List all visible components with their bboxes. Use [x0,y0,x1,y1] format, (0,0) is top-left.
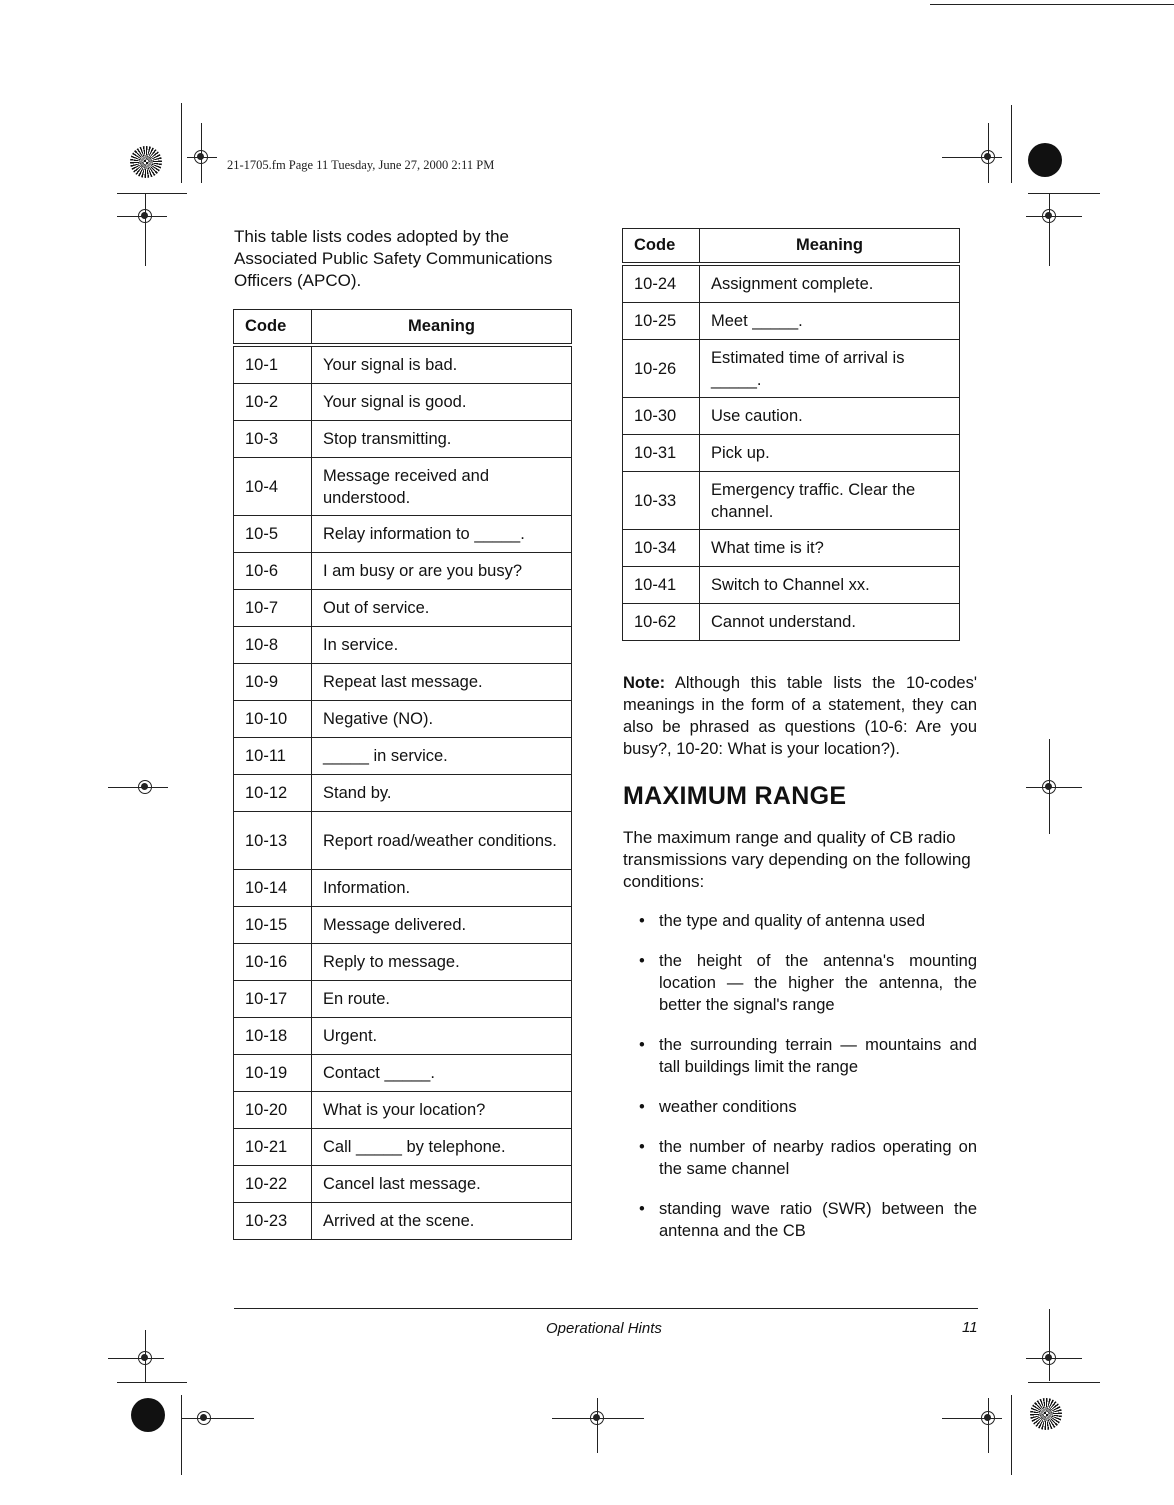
table-row [623,398,960,435]
meaning-cell: Switch to Channel xx. [700,567,960,604]
code-cell: 10-19 [234,1055,312,1092]
codes-table-right [622,228,960,641]
table-row [234,384,572,421]
table-row [234,870,572,907]
list-item: • the height of the antenna's mounting location — the higher the antenna, the better the signal's range [637,950,977,1016]
meaning-cell: Report road/weather conditions. [312,812,572,870]
code-cell: 10-30 [623,398,700,435]
table-row [623,472,960,530]
table-row [234,421,572,458]
registration-target-icon [1042,780,1056,794]
meaning-cell: En route. [312,981,572,1018]
color-bar-icon [130,146,162,178]
list-item: • weather conditions [637,1096,977,1118]
code-cell: 10-9 [234,664,312,701]
meaning-cell: Estimated time of arrival is _____. [700,340,960,398]
code-header: Code [234,310,312,346]
code-cell: 10-8 [234,627,312,664]
meaning-cell: Call _____ by telephone. [312,1129,572,1166]
table-row [623,264,960,303]
code-cell: 10-5 [234,516,312,553]
registration-target-icon [590,1411,604,1425]
meaning-cell: Cancel last message. [312,1166,572,1203]
meaning-cell: I am busy or are you busy? [312,553,572,590]
table-row [234,627,572,664]
note-text: Although this table lists the 10-codes' meanings in the form of a statement, they can also be phrased as questions (10-6: Are you busy?, 10-20: What is your location?). [623,674,977,758]
meaning-header: Meaning [312,310,572,346]
table-row [234,516,572,553]
meaning-cell: Meet _____. [700,303,960,340]
table-row [234,944,572,981]
table-header-row [623,229,960,265]
table-row [234,1203,572,1240]
meaning-cell: What time is it? [700,530,960,567]
code-cell: 10-4 [234,458,312,516]
meaning-header: Meaning [700,229,960,265]
table-row [623,340,960,398]
registration-target-icon [138,1351,152,1365]
meaning-cell: Contact _____. [312,1055,572,1092]
list-item: • standing wave ratio (SWR) between the antenna and the CB [637,1198,977,1242]
table-row [623,604,960,641]
registration-target-icon [1042,1351,1056,1365]
color-dot-icon [131,1398,165,1432]
code-cell: 10-14 [234,870,312,907]
footer-section-name: Operational Hints [546,1320,662,1337]
code-cell: 10-34 [623,530,700,567]
color-bar-icon [1030,1398,1062,1430]
intro-paragraph: This table lists codes adopted by the Associated Public Safety Communications Officers (APCO). [234,227,553,290]
code-header: Code [623,229,700,265]
meaning-cell: Emergency traffic. Clear the channel. [700,472,960,530]
code-cell: 10-11 [234,738,312,775]
meaning-cell: Negative (NO). [312,701,572,738]
meaning-cell: Stop transmitting. [312,421,572,458]
table-row [234,553,572,590]
meaning-cell: _____ in service. [312,738,572,775]
table-row [234,1092,572,1129]
table-row [234,907,572,944]
code-cell: 10-7 [234,590,312,627]
codes-table-left [233,309,572,1240]
table-row [234,775,572,812]
meaning-cell: Reply to message. [312,944,572,981]
meaning-cell: In service. [312,627,572,664]
code-cell: 10-62 [623,604,700,641]
table-row [234,1018,572,1055]
code-cell: 10-17 [234,981,312,1018]
section-paragraph: The maximum range and quality of CB radio transmissions vary depending on the following conditions: [623,828,971,891]
code-cell: 10-1 [234,345,312,384]
registration-target-icon [194,150,208,164]
footer-rule [234,1308,978,1309]
list-item: • the number of nearby radios operating on the same channel [637,1136,977,1180]
section-heading: MAXIMUM RANGE [623,782,847,810]
code-cell: 10-25 [623,303,700,340]
print-slug: 21-1705.fm Page 11 Tuesday, June 27, 2000 2:11 PM [227,158,495,172]
code-cell: 10-12 [234,775,312,812]
table-row [623,530,960,567]
table-row [234,812,572,870]
table-row [623,303,960,340]
code-cell: 10-10 [234,701,312,738]
code-cell: 10-13 [234,812,312,870]
table-row [234,590,572,627]
code-cell: 10-2 [234,384,312,421]
code-cell: 10-31 [623,435,700,472]
code-cell: 10-22 [234,1166,312,1203]
meaning-cell: Cannot understand. [700,604,960,641]
meaning-cell: Your signal is bad. [312,345,572,384]
meaning-cell: Out of service. [312,590,572,627]
code-cell: 10-3 [234,421,312,458]
code-cell: 10-16 [234,944,312,981]
code-cell: 10-41 [623,567,700,604]
conditions-list [637,910,977,1260]
note-label: Note: [623,674,666,692]
code-cell: 10-21 [234,1129,312,1166]
registration-target-icon [1042,209,1056,223]
meaning-cell: Pick up. [700,435,960,472]
meaning-cell: Stand by. [312,775,572,812]
code-cell: 10-23 [234,1203,312,1240]
code-cell: 10-6 [234,553,312,590]
meaning-cell: What is your location? [312,1092,572,1129]
registration-target-icon [138,209,152,223]
meaning-cell: Arrived at the scene. [312,1203,572,1240]
registration-target-icon [981,150,995,164]
table-row [234,1166,572,1203]
table-row [623,435,960,472]
color-dot-icon [1028,143,1062,177]
meaning-cell: Assignment complete. [700,264,960,303]
table-row [623,567,960,604]
code-cell: 10-20 [234,1092,312,1129]
list-item: • the type and quality of antenna used [637,910,977,932]
meaning-cell: Relay information to _____. [312,516,572,553]
table-row [234,1055,572,1092]
meaning-cell: Use caution. [700,398,960,435]
table-row [234,345,572,384]
registration-target-icon [138,780,152,794]
code-cell: 10-15 [234,907,312,944]
page-number: 11 [962,1319,978,1336]
table-row [234,738,572,775]
meaning-cell: Message received and understood. [312,458,572,516]
code-cell: 10-26 [623,340,700,398]
note-paragraph [623,672,977,760]
code-cell: 10-18 [234,1018,312,1055]
meaning-cell: Message delivered. [312,907,572,944]
table-row [234,458,572,516]
registration-target-icon [197,1411,211,1425]
table-row [234,981,572,1018]
code-cell: 10-24 [623,264,700,303]
table-row [234,701,572,738]
table-row [234,664,572,701]
meaning-cell: Urgent. [312,1018,572,1055]
table-row [234,1129,572,1166]
meaning-cell: Information. [312,870,572,907]
table-header-row [234,310,572,346]
meaning-cell: Your signal is good. [312,384,572,421]
list-item: • the surrounding terrain — mountains and tall buildings limit the range [637,1034,977,1078]
registration-target-icon [981,1411,995,1425]
meaning-cell: Repeat last message. [312,664,572,701]
code-cell: 10-33 [623,472,700,530]
